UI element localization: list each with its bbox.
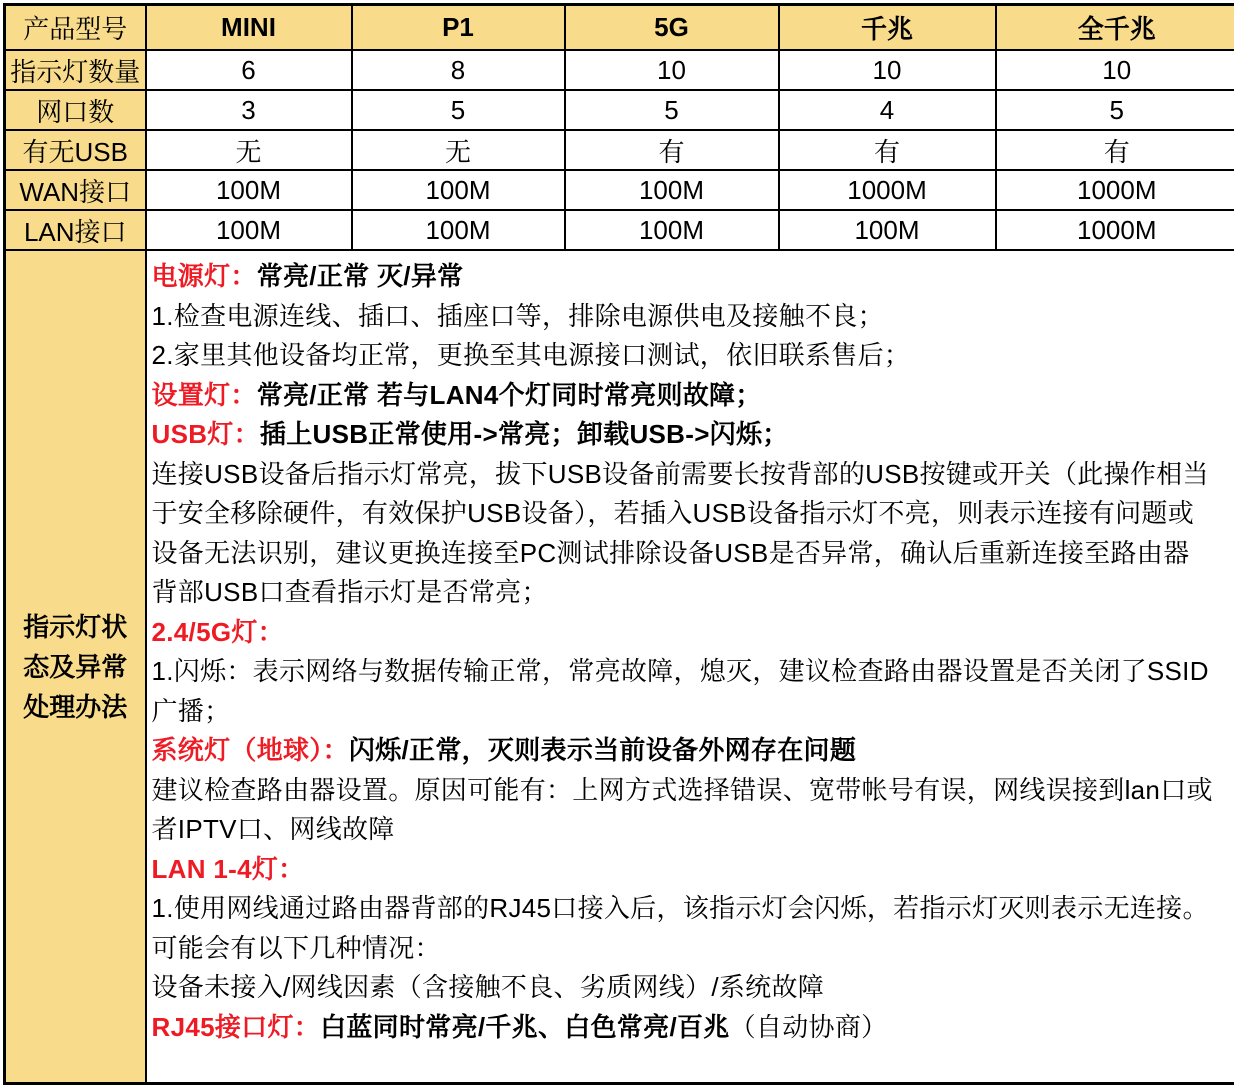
header-row (5, 5, 1234, 51)
row-indicator-count (5, 50, 1234, 90)
corner-cell-product-model: 产品型号 (5, 5, 146, 51)
cell-value: 3 (146, 90, 352, 130)
paragraph-power-light: 电源灯：常亮/正常 灭/异常 (151, 261, 464, 291)
cell-value: 无 (352, 130, 565, 170)
cell-value: 10 (565, 50, 779, 90)
wifi-light-label: 2.4/5G灯： (151, 616, 284, 647)
cell-value: 100M (565, 210, 779, 250)
rj45-light-label: RJ45接口灯： (151, 1011, 321, 1042)
spec-table (3, 3, 1234, 1085)
row-port-count (5, 90, 1234, 130)
paragraph-power-step1: 1.检查电源连线、插口、插座口等，排除电源供电及接触不良； (151, 300, 884, 331)
cell-value: 100M (565, 170, 779, 210)
paragraph-wifi-detail: 1.闪烁：表示网络与数据传输正常，常亮故障，熄灭，建议检查路由器设置是否关闭了SSID广播； (151, 656, 1209, 726)
row-wan (5, 170, 1234, 210)
row-label-port-count: 网口数 (5, 90, 146, 130)
row-label-wan: WAN接口 (5, 170, 146, 210)
usb-light-label: USB灯： (151, 419, 260, 449)
cell-value: 无 (146, 130, 352, 170)
cell-value: 5 (352, 90, 565, 130)
cell-value: 1000M (779, 170, 996, 210)
cell-value: 100M (146, 170, 352, 210)
row-indicator-status (5, 250, 1234, 1084)
row-label-lan: LAN接口 (5, 210, 146, 250)
model-name-5g: 5G (565, 5, 779, 51)
paragraph-lan-cases: 设备未接入/网线因素（含接触不良、劣质网线）/系统故障 (151, 972, 825, 1002)
cell-value: 5 (565, 90, 779, 130)
lan-light-label: LAN 1-4灯： (151, 853, 305, 884)
model-name-quanqianzhao: 全千兆 (996, 5, 1234, 51)
status-content-cell (146, 250, 1234, 1084)
cell-value: 有 (779, 130, 996, 170)
cell-value: 100M (352, 210, 565, 250)
cell-value: 有 (996, 130, 1234, 170)
setup-light-label: 设置灯： (151, 379, 257, 410)
power-light-label: 电源灯： (151, 261, 257, 291)
cell-value: 100M (779, 210, 996, 250)
paragraph-rj45-light: RJ45接口灯：白蓝同时常亮/千兆、白色常亮/百兆（自动协商） (151, 1011, 888, 1042)
cell-value: 100M (146, 210, 352, 250)
paragraph-wifi-light (152, 613, 1214, 653)
paragraph-system-detail: 建议检查路由器设置。原因可能有：上网方式选择错误、宽带帐号有误，网线误接到lan口或者IPTV口、网线故障 (151, 774, 1213, 844)
status-label-line: 态及异常 (23, 651, 128, 682)
model-name-p1: P1 (352, 5, 565, 51)
row-usb (5, 130, 1234, 170)
model-name-qianzhao: 千兆 (779, 5, 996, 51)
paragraph-usb-light: USB灯：插上USB正常使用->常亮；卸载USB->闪烁； (151, 419, 789, 449)
paragraph-usb-detail: 连接USB设备后指示灯常亮，拔下USB设备前需要长按背部的USB按键或开关（此操作相当于安全移除硬件，有效保护USB设备），若插入USB设备指示灯不亮，则表示连接有问题或设备无法识别，建议更换连接至PC测试排除设备USB是否异常，确认后重新连接至路由器背部USB口查看指示灯是否常亮； (151, 458, 1209, 607)
model-name-mini: MINI (146, 5, 352, 51)
cell-value: 4 (779, 90, 996, 130)
cell-value: 100M (352, 170, 565, 210)
cell-value: 6 (146, 50, 352, 90)
cell-value: 10 (779, 50, 996, 90)
paragraph-lan-detail: 1.使用网线通过路由器背部的RJ45口接入后，该指示灯会闪烁，若指示灯灭则表示无连接。可能会有以下几种情况： (151, 893, 1209, 963)
cell-value: 有 (565, 130, 779, 170)
paragraph-power-step2: 2.家里其他设备均正常，更换至其电源接口测试，依旧联系售后； (151, 340, 911, 370)
row-label-indicator-count: 指示灯数量 (5, 50, 146, 90)
paragraph-setup-light: 设置灯：常亮/正常 若与LAN4个灯同时常亮则故障； (151, 379, 762, 410)
paragraph-system-light: 系统灯（地球）：闪烁/正常，灭则表示当前设备外网存在问题 (151, 735, 857, 765)
cell-value: 5 (996, 90, 1234, 130)
cell-value: 1000M (996, 210, 1234, 250)
system-light-label: 系统灯（地球）： (151, 735, 349, 765)
cell-value: 1000M (996, 170, 1234, 210)
cell-value: 10 (996, 50, 1234, 90)
row-label-usb: 有无USB (5, 130, 146, 170)
paragraph-lan-light (152, 850, 1214, 890)
status-label-line: 指示灯状 (23, 611, 128, 642)
status-label-line: 处理办法 (23, 691, 128, 722)
status-row-label (5, 250, 146, 1084)
row-lan (5, 210, 1234, 250)
cell-value: 8 (352, 50, 565, 90)
